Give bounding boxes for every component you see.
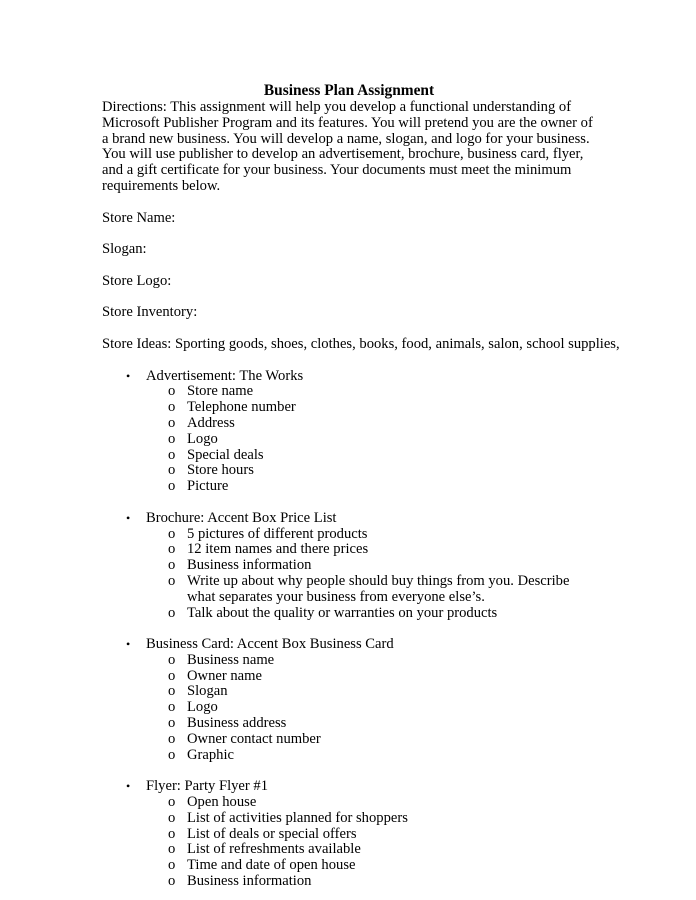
directions-paragraph: Directions: This assignment will help you develop a functional understanding of Microsoft Publisher Program and its features. You will pretend you are the owner of a brand new business. You will develop a name, slogan, and logo for your business. You will use publisher to develop an advertisement, brochure, business card, flyer, and a gift certificate for your business. Your documents must meet the minimum requirements below. [102, 99, 593, 194]
list-item [102, 811, 596, 827]
list-item [102, 874, 596, 890]
circle-bullet-icon: o [168, 525, 176, 542]
circle-bullet-icon: o [168, 730, 176, 747]
bullet-icon: • [126, 368, 131, 383]
circle-bullet-icon: o [168, 667, 176, 684]
sub-list [102, 795, 596, 890]
requirement-section [102, 779, 596, 890]
circle-bullet-icon: o [168, 446, 176, 463]
circle-bullet-icon: o [168, 651, 176, 668]
list-item-text: Special deals [187, 446, 264, 463]
store-inventory-field: Store Inventory: [102, 304, 198, 321]
list-item-text: Time and date of open house [187, 857, 356, 874]
circle-bullet-icon: o [168, 794, 176, 811]
list-item [102, 748, 596, 764]
section-item [102, 779, 596, 795]
requirement-section [102, 511, 596, 622]
circle-bullet-icon: o [168, 541, 176, 558]
list-item [102, 558, 596, 574]
circle-bullet-icon: o [168, 557, 176, 574]
sub-list [102, 653, 596, 764]
list-item [102, 700, 596, 716]
list-item-text: List of refreshments available [187, 841, 361, 858]
list-item-text: Write up about why people should buy things from you. Describe what separates your business from everyone else’s. [187, 572, 570, 605]
circle-bullet-icon: o [168, 873, 176, 890]
list-item [102, 858, 596, 874]
section-item [102, 369, 596, 385]
list-item-text: 5 pictures of different products [187, 525, 368, 542]
list-item [102, 827, 596, 843]
requirement-section [102, 637, 596, 763]
list-item-text: Graphic [187, 746, 235, 763]
list-item [102, 432, 596, 448]
list-item-text: Owner name [187, 667, 262, 684]
list-item [102, 463, 596, 479]
list-item-text: Logo [187, 430, 218, 447]
list-item [102, 416, 596, 432]
requirements-sections [102, 369, 596, 890]
circle-bullet-icon: o [168, 809, 176, 826]
list-item [102, 448, 596, 464]
list-item-text: Business name [187, 651, 275, 668]
list-item-text: List of deals or special offers [187, 825, 357, 842]
list-item-text: Business information [187, 873, 312, 890]
bullet-icon: • [126, 779, 131, 794]
page-title: Business Plan Assignment [263, 82, 435, 99]
circle-bullet-icon: o [168, 383, 176, 400]
list-item [102, 542, 596, 558]
list-item-text: Owner contact number [187, 730, 321, 747]
sub-list [102, 527, 596, 622]
store-name-field: Store Name: [102, 209, 176, 226]
list-item-text: Store hours [187, 462, 254, 479]
list-item-text: Slogan [187, 683, 228, 700]
circle-bullet-icon: o [168, 746, 176, 763]
list-item [102, 479, 596, 495]
list-item [102, 606, 596, 622]
document-page [102, 82, 620, 890]
list-item [102, 842, 596, 858]
list-item-text: Logo [187, 699, 218, 716]
bullet-icon: • [126, 637, 131, 652]
list-item [102, 795, 596, 811]
section-item [102, 511, 596, 527]
section-heading: Flyer: Party Flyer #1 [146, 778, 269, 795]
requirement-section [102, 369, 596, 495]
sub-list [102, 384, 596, 495]
list-item [102, 574, 596, 606]
list-item-text: Talk about the quality or warranties on your products [187, 604, 498, 621]
bullet-icon: • [126, 510, 131, 525]
list-item [102, 669, 596, 685]
slogan-field: Slogan: [102, 241, 147, 258]
list-item-text: List of activities planned for shoppers [187, 809, 408, 826]
circle-bullet-icon: o [168, 825, 176, 842]
store-logo-field: Store Logo: [102, 272, 172, 289]
section-heading: Advertisement: The Works [146, 367, 304, 384]
list-item [102, 716, 596, 732]
section-heading: Business Card: Accent Box Business Card [146, 636, 394, 653]
circle-bullet-icon: o [168, 604, 176, 621]
circle-bullet-icon: o [168, 572, 176, 589]
circle-bullet-icon: o [168, 857, 176, 874]
store-ideas-line: Store Ideas: Sporting goods, shoes, clothes, books, food, animals, salon, school supplies, [102, 335, 620, 352]
list-item [102, 527, 596, 543]
circle-bullet-icon: o [168, 414, 176, 431]
section-heading: Brochure: Accent Box Price List [146, 509, 337, 526]
circle-bullet-icon: o [168, 715, 176, 732]
list-item-text: 12 item names and there prices [187, 541, 369, 558]
list-item [102, 384, 596, 400]
circle-bullet-icon: o [168, 430, 176, 447]
circle-bullet-icon: o [168, 399, 176, 416]
list-item-text: Store name [187, 383, 254, 400]
list-item-text: Business address [187, 715, 287, 732]
circle-bullet-icon: o [168, 462, 176, 479]
list-item-text: Picture [187, 478, 229, 495]
circle-bullet-icon: o [168, 478, 176, 495]
circle-bullet-icon: o [168, 841, 176, 858]
list-item-text: Open house [187, 794, 257, 811]
list-item [102, 653, 596, 669]
list-item [102, 684, 596, 700]
list-item-text: Telephone number [187, 399, 296, 416]
circle-bullet-icon: o [168, 683, 176, 700]
list-item-text: Address [187, 414, 235, 431]
list-item [102, 732, 596, 748]
section-item [102, 637, 596, 653]
list-item [102, 400, 596, 416]
list-item-text: Business information [187, 557, 312, 574]
circle-bullet-icon: o [168, 699, 176, 716]
